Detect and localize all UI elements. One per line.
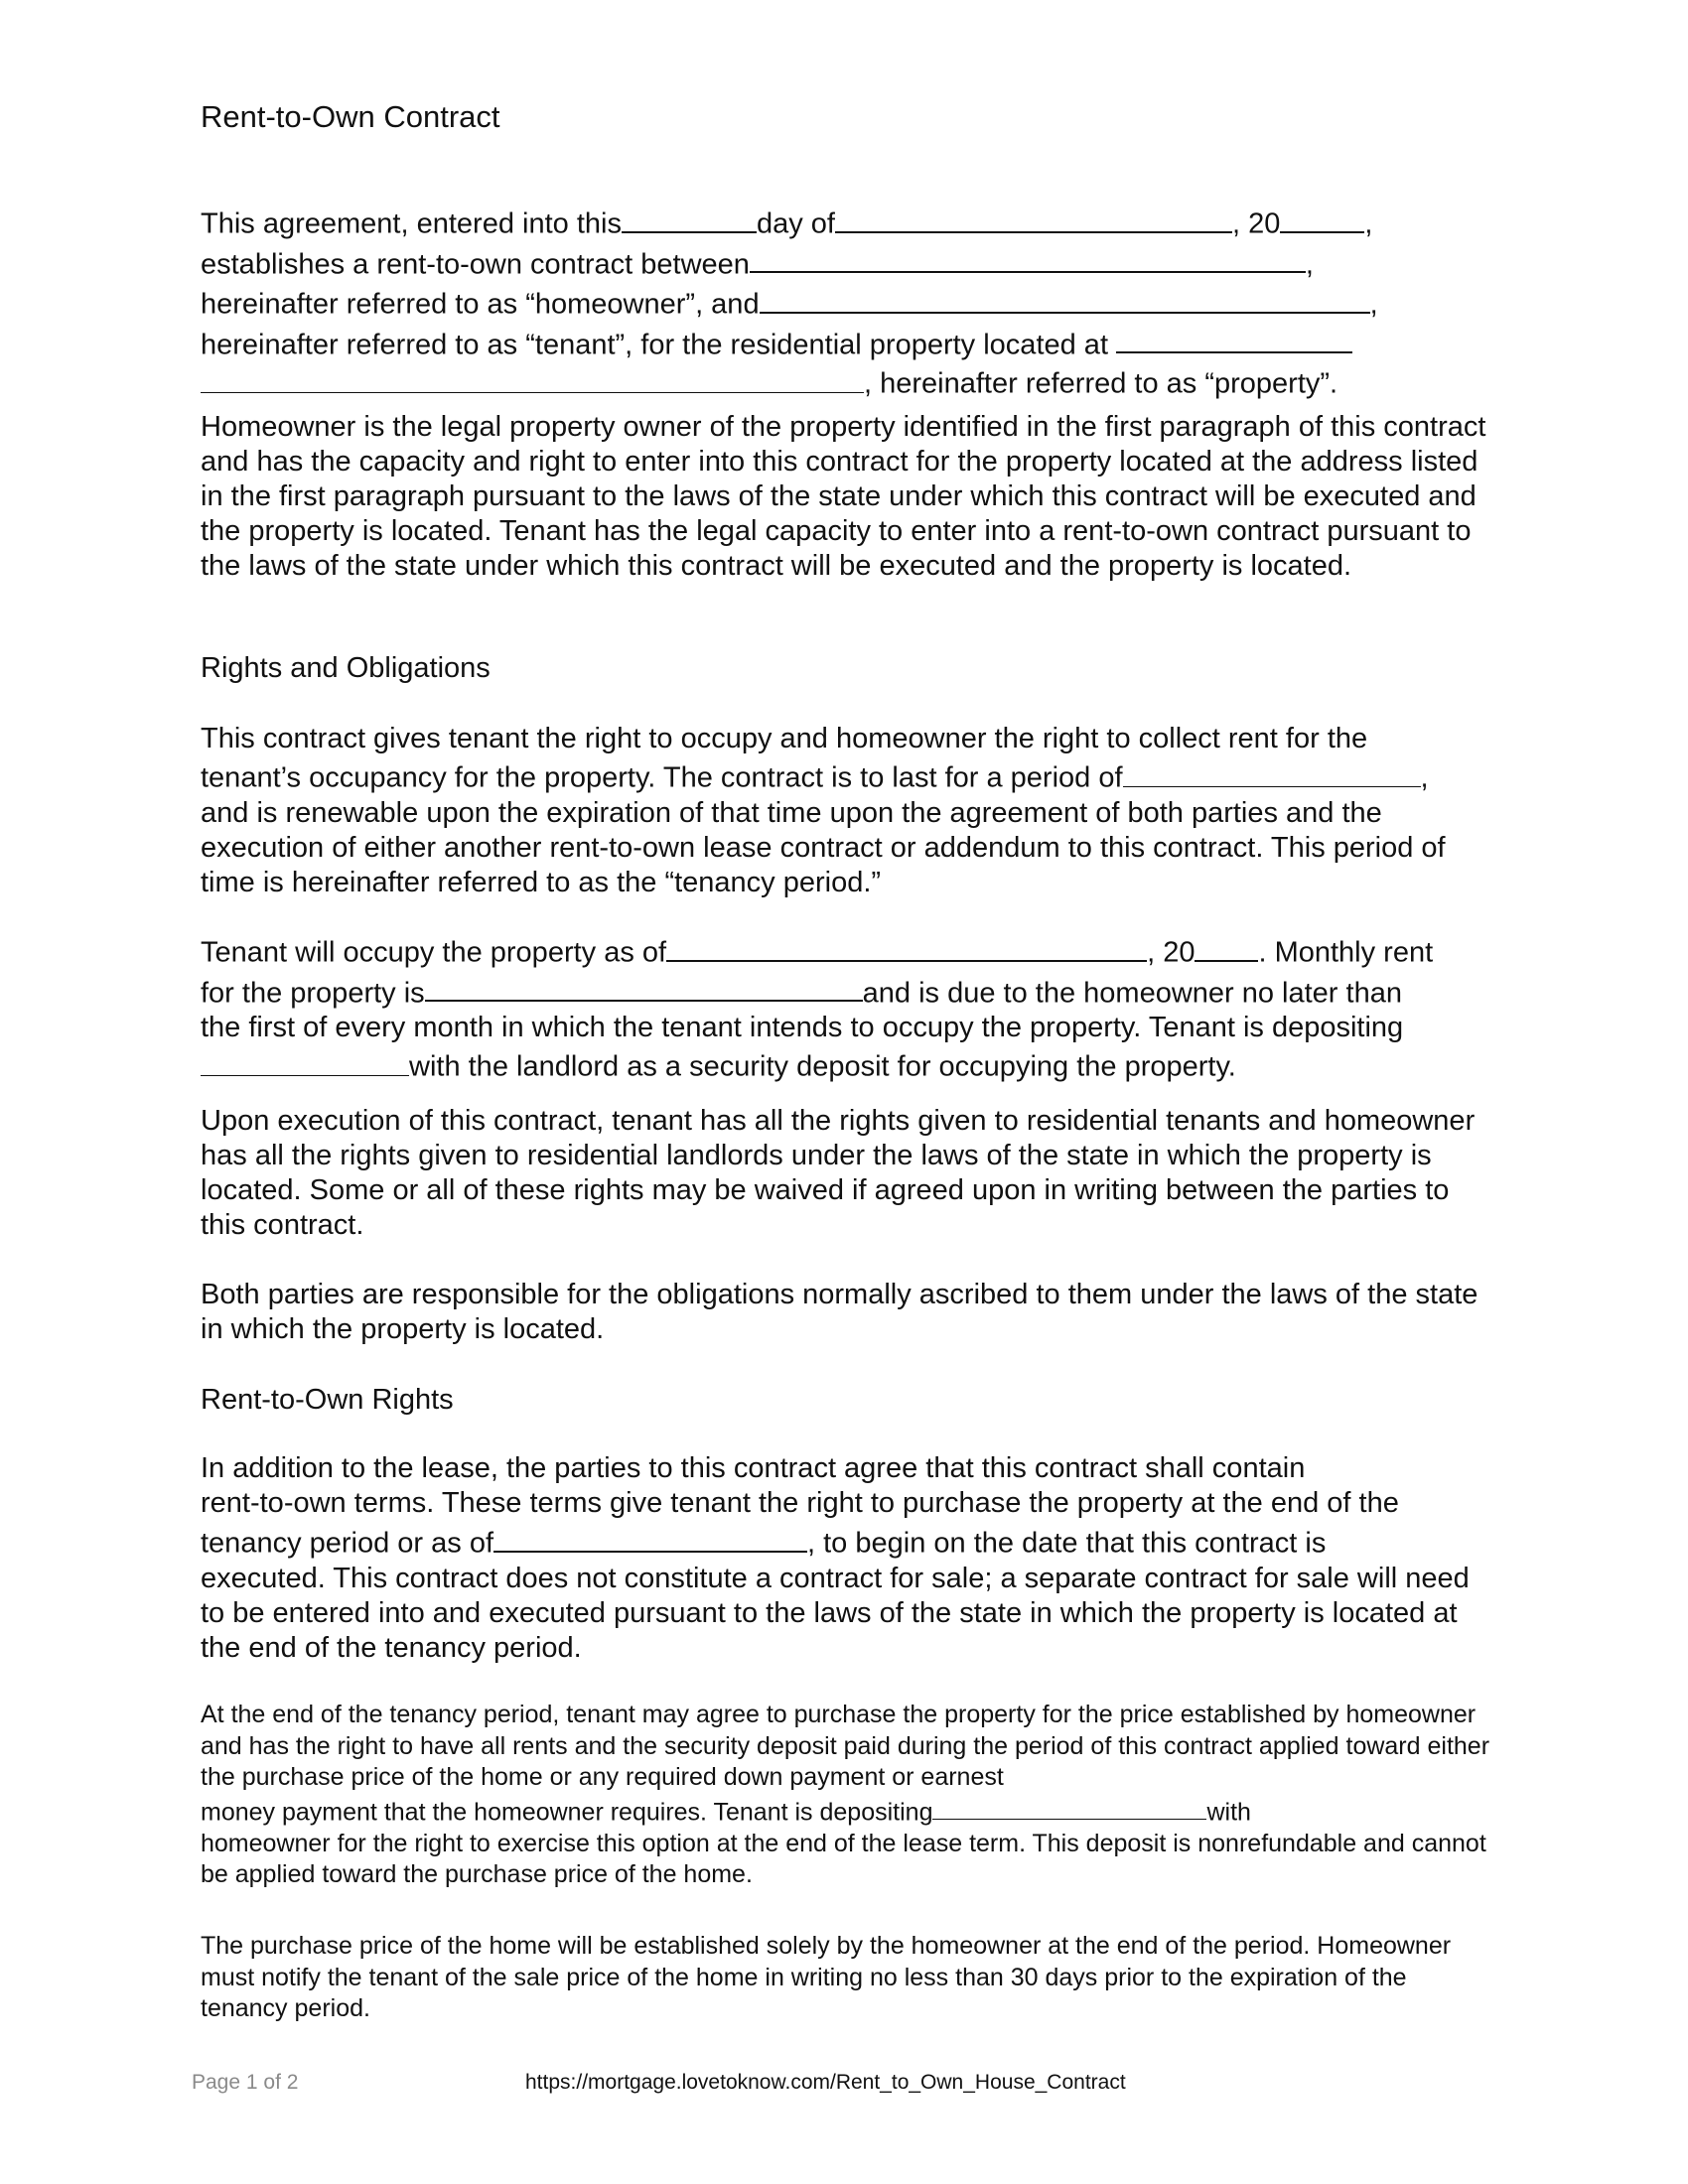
rent-line-1: Tenant will occupy the property as of , 20 . Monthly rent xyxy=(201,930,1491,971)
tenant-name-blank[interactable] xyxy=(760,282,1370,314)
monthly-rent-blank[interactable] xyxy=(425,971,863,1003)
occupancy-date-blank[interactable] xyxy=(666,930,1147,962)
tenancy-period-line: tenant’s occupancy for the property. The contract is to last for a period of , xyxy=(201,756,1491,796)
purchase-right-paragraph: In addition to the lease, the parties to this contract agree that this contract shall contain rent-to-own terms. These terms give tenant the right to purchase the property at the end of the tenancy period or as of , to begin on the date that this contract is executed. This contract does not constitute a contract for sale; a separate contract for sale will need to be entered into and executed pursuant to the laws of the state in which the property is located at the end of the tenancy period. xyxy=(201,1451,1491,1666)
option-deposit-paragraph: At the end of the tenancy period, tenant may agree to purchase the property for the price established by homeowner and has the right to have all rents and the security deposit paid during the period of this contract applied toward either the purchase price of the home or any required down payment or earnest money payment that the homeowner requires. Tenant is depositing with homeowner for the right to exercise this option at the end of the lease term. This deposit is nonrefundable and cannot be applied toward the purchase price of the home. xyxy=(201,1701,1490,1888)
property-address-blank-1[interactable] xyxy=(1116,323,1352,354)
contract-period-blank[interactable] xyxy=(1123,756,1421,787)
source-url[interactable]: https://mortgage.lovetoknow.com/Rent_to_Own_House_Contract xyxy=(525,2071,1126,2094)
purchase-date-blank[interactable] xyxy=(493,1521,807,1553)
rent-line-2: for the property is and is due to the homeowner no later than xyxy=(201,971,1491,1012)
tenant-rights-paragraph: Upon execution of this contract, tenant has all the rights given to residential tenants and homeowner has all the rights given to residential landlords under the laws of the state in which the property is located. Some or all of these rights may be waived if agreed upon in writing between the parties to this contract. xyxy=(201,1105,1476,1241)
obligations-paragraph: Both parties are responsible for the obligations normally ascribed to them under the laws of the state in which the property is located. xyxy=(201,1279,1478,1345)
agreement-year-blank[interactable] xyxy=(1280,202,1364,233)
property-address-blank-2[interactable] xyxy=(201,362,864,393)
homeowner-name-blank[interactable] xyxy=(750,242,1306,274)
purchase-date-line: tenancy period or as of , to begin on the date that this contract is xyxy=(201,1521,1491,1562)
rent-paragraph: Tenant will occupy the property as of , 20 . Monthly rent for the property is and is due to the homeowner no later than the first of every month in which the tenant intends to occupy the property. Tenant is depositing with the landlord as a security deposit for occupying the property. xyxy=(201,930,1491,1085)
intro-line-5: , hereinafter referred to as “property”. xyxy=(201,362,1491,402)
capacity-paragraph: Homeowner is the legal property owner of the property identified in the first paragraph of this contract and has the capacity and right to enter into this contract for the property located at the address listed in the first paragraph pursuant to the laws of the state under which this contract will be executed and the property is located. Tenant has the legal capacity to enter into a rent-to-own contract pursuant to the laws of the state under which this contract will be executed and the property is located. xyxy=(201,411,1486,582)
document-title: Rent-to-Own Contract xyxy=(201,99,500,134)
purchase-price-paragraph: The purchase price of the home will be established solely by the homeowner at the end of the period. Homeowner must notify the tenant of the sale price of the home in writing no less than 30 days prior to the expiration of the tenancy period. xyxy=(201,1932,1452,2022)
occupancy-year-blank[interactable] xyxy=(1195,930,1258,962)
intro-line-4: hereinafter referred to as “tenant”, for the residential property located at xyxy=(201,323,1491,363)
agreement-day-blank[interactable] xyxy=(622,202,757,233)
intro-line-1: This agreement, entered into this day of , 20 , xyxy=(201,202,1491,242)
tenancy-period-paragraph: This contract gives tenant the right to occupy and homeowner the right to collect rent for the tenant’s occupancy for the property. The contract is to last for a period of , and is renewable upon the expiration of that time upon the agreement of both parties and the execution of either another rent-to-own lease contract or addendum to this contract. This period of time is hereinafter referred to as the “tenancy period.” xyxy=(201,722,1491,900)
option-deposit-blank[interactable] xyxy=(932,1794,1206,1821)
intro-line-2: establishes a rent-to-own contract between , xyxy=(201,242,1491,283)
rent-line-4: with the landlord as a security deposit for occupying the property. xyxy=(201,1045,1491,1085)
security-deposit-blank[interactable] xyxy=(201,1045,409,1076)
intro-paragraph xyxy=(201,202,1491,402)
rights-obligations-heading: Rights and Obligations xyxy=(201,652,491,684)
rent-to-own-rights-heading: Rent-to-Own Rights xyxy=(201,1384,454,1416)
page-number: Page 1 of 2 xyxy=(192,2071,299,2094)
option-deposit-line: money payment that the homeowner requires. Tenant is depositing with xyxy=(201,1794,1491,1829)
agreement-month-blank[interactable] xyxy=(835,202,1232,233)
intro-line-3: hereinafter referred to as “homeowner”, and , xyxy=(201,282,1491,323)
